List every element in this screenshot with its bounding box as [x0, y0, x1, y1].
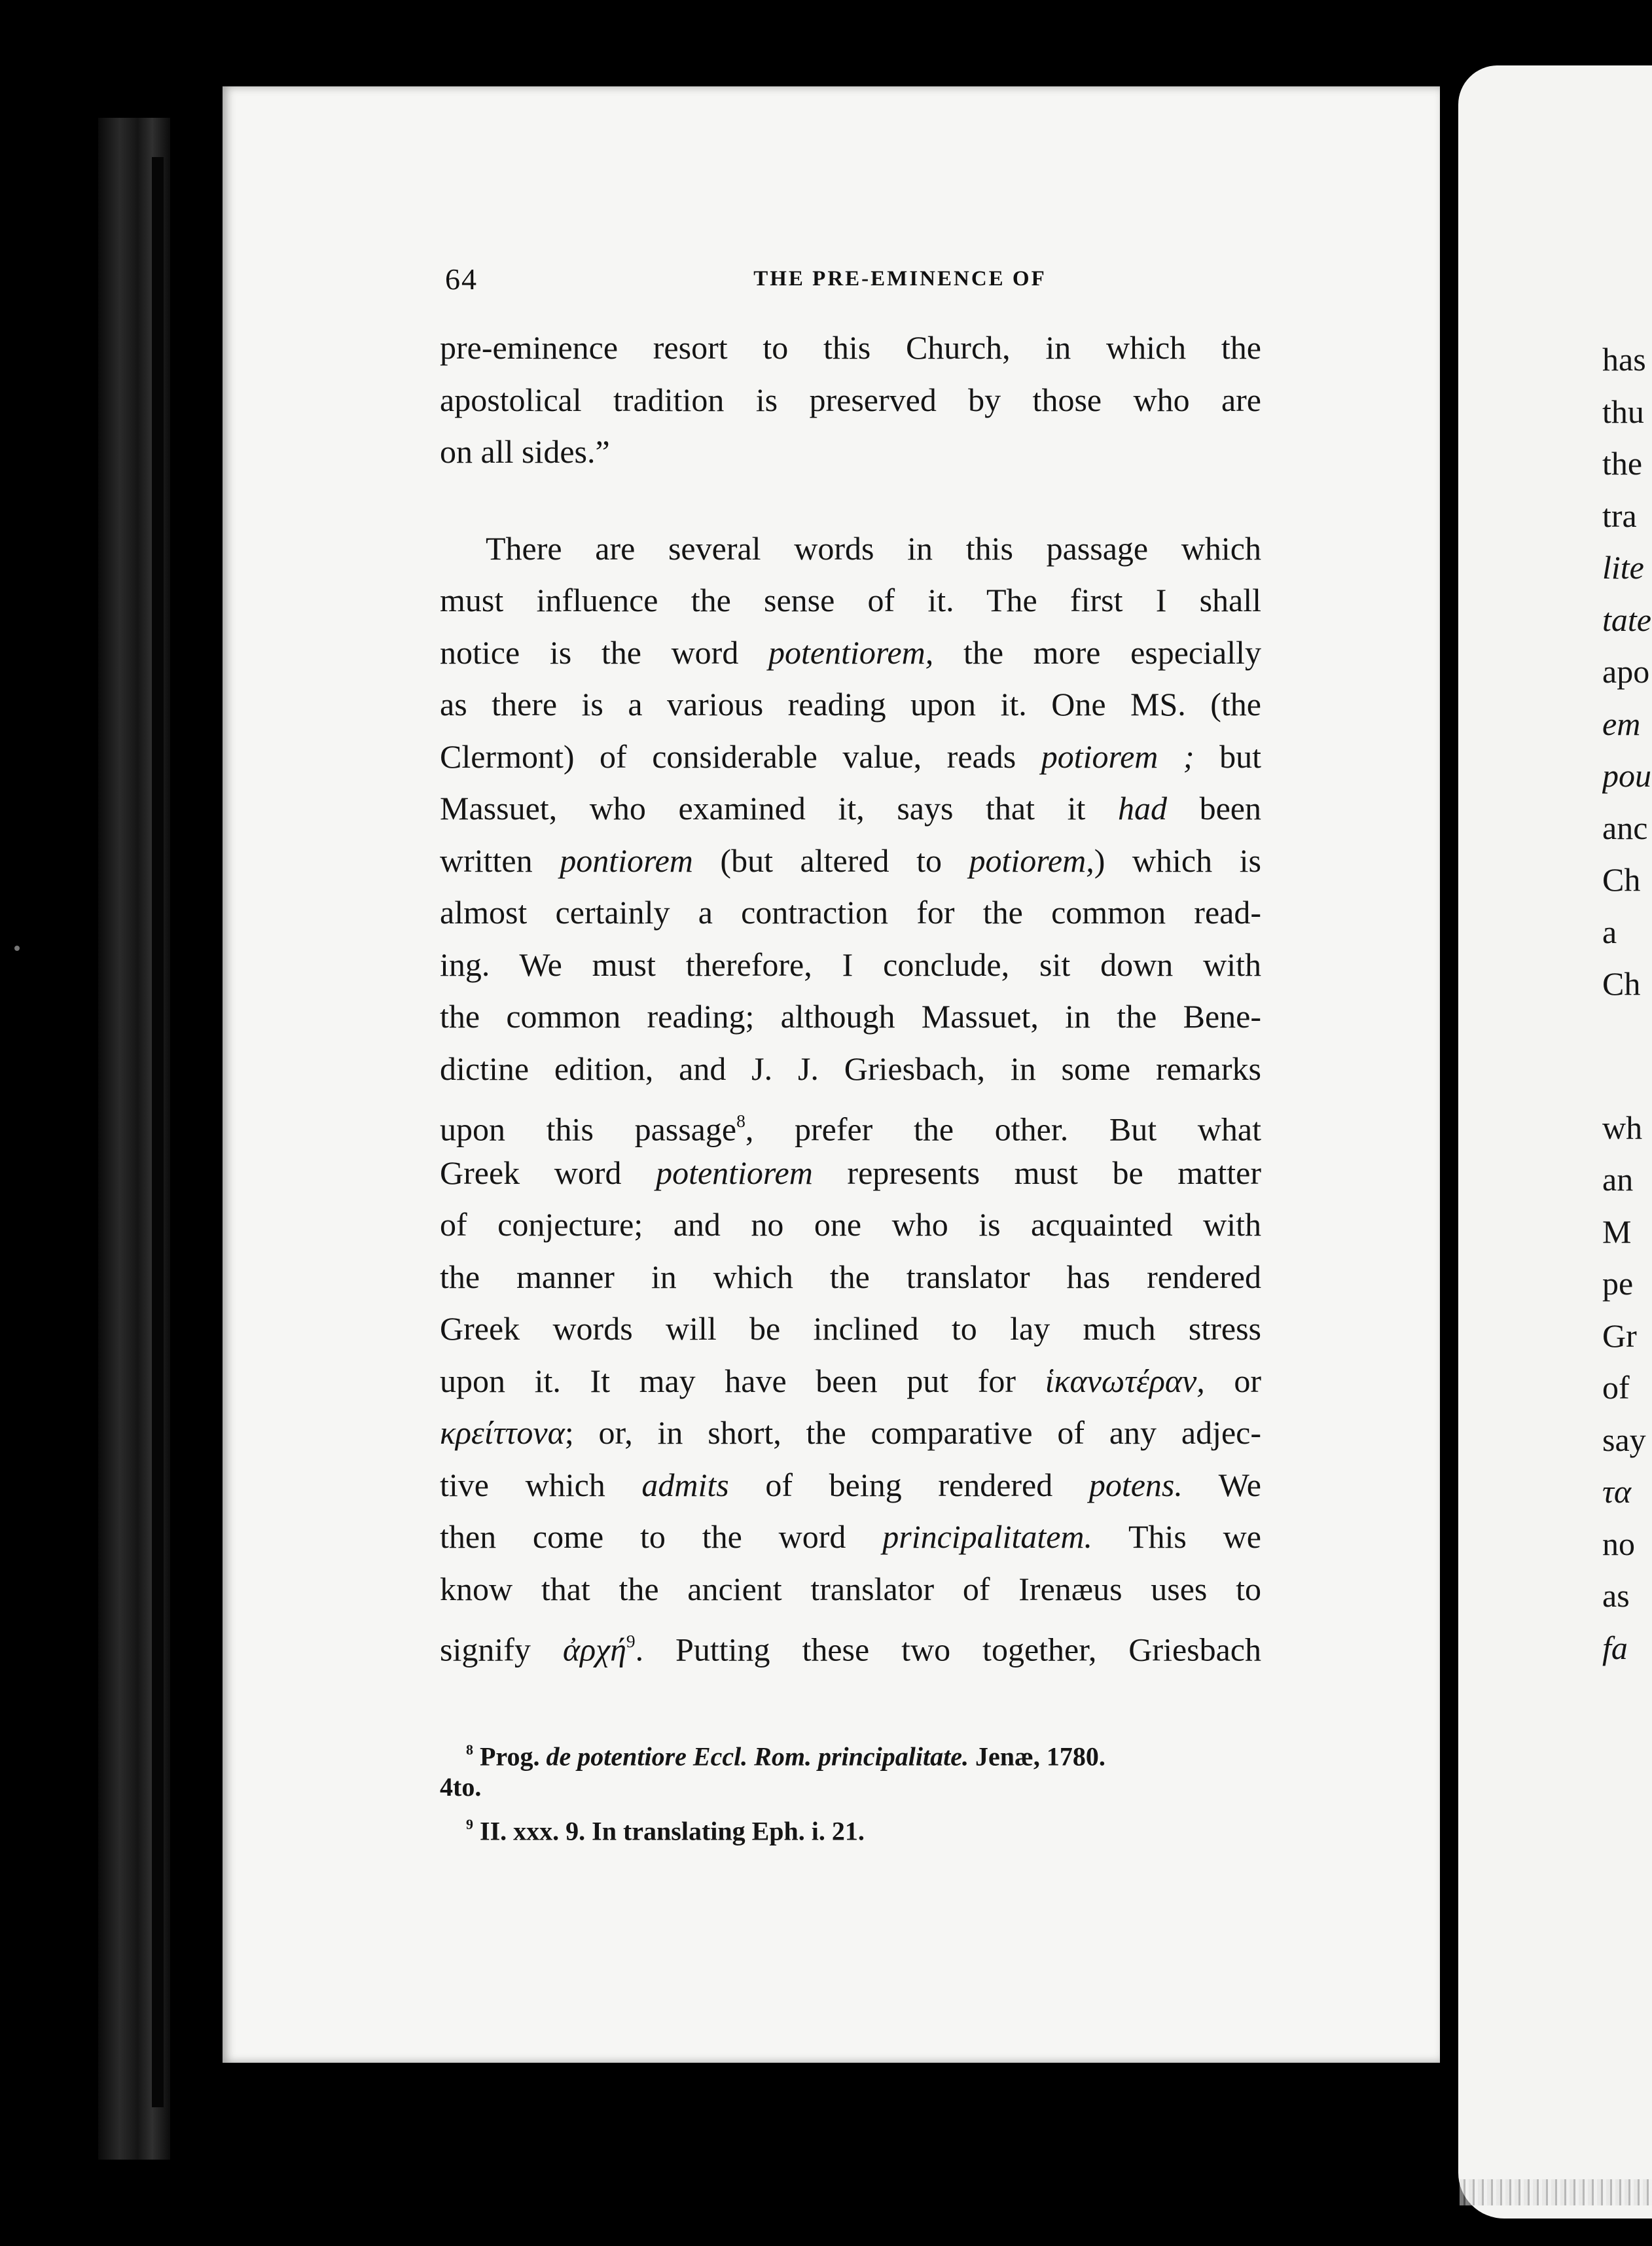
text-line: apostolical tradition is preserved by those who are — [440, 381, 1261, 418]
text-line: then come to the word principalitatem. This we — [440, 1518, 1261, 1555]
facing-line: lite — [1602, 549, 1644, 586]
text-line: on all sides.” — [440, 433, 610, 470]
page-edge-strip — [1460, 2179, 1652, 2205]
italic-term: potiorem ; — [1041, 738, 1194, 775]
italic-term: admits — [641, 1466, 729, 1503]
facing-line: an — [1602, 1161, 1634, 1198]
text-line: ing. We must therefore, I conclude, sit down with — [440, 946, 1261, 983]
facing-line: no — [1602, 1525, 1635, 1562]
facing-page-text — [1602, 334, 1652, 1674]
text-line: almost certainly a contraction for the common read- — [440, 894, 1261, 931]
facing-line: fa — [1602, 1629, 1628, 1666]
text-line: tive which admits of being rendered potens. We — [440, 1466, 1261, 1503]
text-line: upon this passage$^8$, prefer the other. But what — [440, 1111, 1261, 1148]
facing-line: the — [1602, 445, 1643, 482]
text-line: κρείττονα; or, in short, the comparative of any adjec- — [440, 1414, 1261, 1451]
running-head: THE PRE-EMINENCE OF — [753, 267, 1047, 291]
italic-term: had — [1118, 790, 1167, 827]
facing-line: pou — [1602, 757, 1651, 794]
text-line: of conjecture; and no one who is acquainted with — [440, 1206, 1261, 1243]
spine-gap — [152, 157, 164, 2107]
greek-term: ἱκανωτέραν, — [1045, 1362, 1205, 1399]
italic-term: potiorem, — [969, 842, 1094, 879]
footnote-9: $^9$ II. xxx. 9. In translating Eph. i. 21. — [466, 1816, 865, 1846]
text-line: Greek words will be inclined to lay much stress — [440, 1310, 1261, 1347]
facing-line: thu — [1602, 393, 1644, 430]
text-line: know that the ancient translator of Irenæus uses to — [440, 1570, 1261, 1607]
footnote-ref: 8 — [736, 1111, 745, 1131]
text-line: written pontiorem (but altered to potiorem,) which is — [440, 842, 1261, 879]
greek-term: ἀρχή — [562, 1631, 626, 1668]
facing-line: pe — [1602, 1265, 1634, 1302]
facing-line: a — [1602, 913, 1617, 950]
text-line: dictine edition, and J. J. Griesbach, in some remarks — [440, 1050, 1261, 1087]
text-line: Greek word potentiorem represents must be matter — [440, 1154, 1261, 1191]
text-line: pre-eminence resort to this Church, in which the — [440, 329, 1261, 366]
facing-line: as — [1602, 1577, 1630, 1614]
facing-line: tra — [1602, 497, 1637, 534]
footnotes — [440, 1731, 1261, 1846]
facing-line: M — [1602, 1213, 1632, 1250]
italic-term: potentiorem, — [768, 633, 934, 671]
italic-term: principalitatem. — [882, 1518, 1093, 1555]
facing-line: anc — [1602, 809, 1648, 846]
text-line: notice is the word potentiorem, the more especially — [440, 633, 1261, 671]
italic-term: potens. — [1088, 1466, 1183, 1503]
italic-term: potentiorem — [656, 1154, 813, 1191]
facing-line: Ch — [1602, 861, 1641, 898]
facing-line: wh — [1602, 1109, 1643, 1146]
facing-line: tate — [1602, 601, 1651, 638]
footnote-8-cont: 4to. — [440, 1772, 482, 1802]
facing-line: τα — [1602, 1473, 1632, 1510]
footnote-8: $^8$ Prog. de potentiore Eccl. Rom. principalitate. Jenæ, 1780. — [466, 1741, 1105, 1772]
footnote-ref: 9 — [626, 1631, 636, 1651]
text-line: must influence the sense of it. The first I shall — [440, 582, 1261, 618]
paragraph-gap — [440, 478, 1261, 523]
text-line: signify ἀρχή$^9$. Putting these two together, Griesbach — [440, 1631, 1261, 1668]
italic-term: pontiorem — [560, 842, 693, 879]
body-text — [440, 322, 1261, 1667]
text-line: There are several words in this passage which — [486, 529, 1261, 567]
facing-line: has — [1602, 341, 1646, 378]
text-line: upon it. It may have been put for ἱκανωτέραν, or — [440, 1362, 1262, 1399]
text-line: Massuet, who examined it, says that it had been — [440, 790, 1261, 827]
facing-line: Ch — [1602, 965, 1641, 1002]
page-header — [445, 262, 1263, 301]
facing-gap — [1602, 1010, 1652, 1102]
text-line: as there is a various reading upon it. One MS. (the — [440, 686, 1261, 722]
facing-line: of — [1602, 1369, 1630, 1406]
facing-line: apo — [1602, 653, 1650, 690]
text-line: the common reading; although Massuet, in the Bene- — [440, 998, 1261, 1035]
dust-speck — [14, 946, 20, 951]
facing-line: em — [1602, 705, 1641, 742]
facing-line: Gr — [1602, 1317, 1637, 1354]
page-number: 64 — [445, 262, 478, 296]
greek-term: κρείττονα — [440, 1414, 565, 1451]
facing-line: say — [1602, 1421, 1646, 1458]
text-line: Clermont) of considerable value, reads potiorem ; but — [440, 738, 1261, 775]
text-line: the manner in which the translator has rendered — [440, 1258, 1261, 1295]
